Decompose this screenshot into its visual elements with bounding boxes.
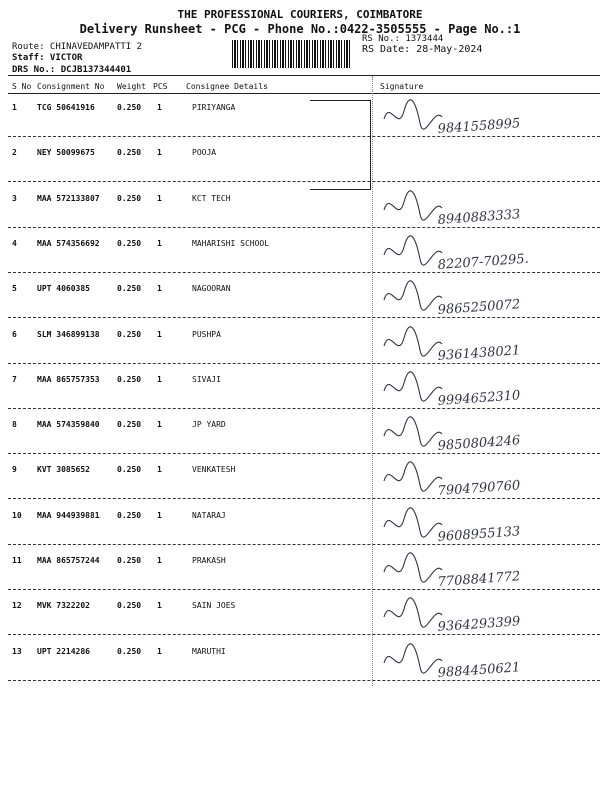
row-pcs: 1 bbox=[157, 646, 162, 656]
route-label: Route: CHINAVEDAMPATTI 2 bbox=[12, 42, 143, 52]
drs-number: DRS No.: DCJB137344401 bbox=[12, 65, 132, 75]
row-weight: 0.250 bbox=[117, 148, 142, 158]
runsheet-title: Delivery Runsheet - PCG - Phone No.:0422-3505555 - Page No.:1 bbox=[79, 22, 521, 36]
row-sno: 12 bbox=[12, 601, 22, 611]
handwritten-phone: 9850804246 bbox=[437, 433, 521, 455]
handwritten-signature bbox=[376, 274, 598, 326]
signature-scribble bbox=[384, 281, 442, 310]
col-weight: Weight bbox=[117, 82, 146, 91]
row-sno: 9 bbox=[12, 465, 17, 475]
handwritten-phone: 8940883333 bbox=[437, 206, 521, 228]
consignment-number: SLM 346899138 bbox=[37, 329, 100, 339]
consignee-name: NATARAJ bbox=[192, 510, 226, 520]
row-sno: 10 bbox=[12, 510, 22, 520]
barcode-image bbox=[232, 40, 352, 68]
handwritten-signature bbox=[376, 93, 598, 145]
handwritten-phone: 9608955133 bbox=[437, 523, 521, 545]
handwritten-signature bbox=[376, 320, 598, 372]
hand-drawn-bracket bbox=[310, 100, 371, 190]
signature-scribble bbox=[384, 643, 442, 672]
row-pcs: 1 bbox=[157, 465, 162, 475]
rs-date: RS Date: 28-May-2024 bbox=[362, 44, 483, 55]
row-sno: 6 bbox=[12, 329, 17, 339]
consignment-number: MVK 7322202 bbox=[37, 601, 90, 611]
consignment-number: NEY 50099675 bbox=[37, 148, 95, 158]
row-weight: 0.250 bbox=[117, 374, 142, 384]
row-weight: 0.250 bbox=[117, 329, 142, 339]
handwritten-signature bbox=[376, 546, 598, 598]
consignee-name: PIRIYANGA bbox=[192, 103, 236, 112]
handwritten-signature bbox=[376, 229, 598, 281]
handwritten-signature bbox=[376, 410, 598, 462]
signature-scribble bbox=[384, 190, 442, 219]
signature-scribble bbox=[384, 553, 442, 582]
consignee-name: PRAKASH bbox=[192, 556, 226, 565]
handwritten-signature bbox=[376, 455, 598, 507]
row-weight: 0.250 bbox=[117, 238, 142, 248]
handwritten-signature bbox=[376, 365, 598, 417]
col-consignee: Consignee Details bbox=[186, 82, 268, 91]
staff-label: Staff: VICTOR bbox=[12, 53, 83, 63]
row-sno: 3 bbox=[12, 193, 17, 203]
col-pcs: PCS bbox=[153, 82, 168, 91]
company-title: THE PROFESSIONAL COURIERS, COIMBATORE bbox=[177, 8, 423, 21]
consignment-number: MAA 865757244 bbox=[37, 556, 100, 565]
signature-scribble bbox=[384, 326, 442, 355]
consignee-name: POOJA bbox=[192, 148, 217, 158]
row-pcs: 1 bbox=[157, 238, 162, 248]
consignment-number: UPT 4060385 bbox=[37, 284, 90, 294]
signature-scribble bbox=[384, 462, 442, 491]
row-sno: 13 bbox=[12, 646, 22, 656]
consignee-name: NAGOORAN bbox=[192, 284, 231, 294]
row-weight: 0.250 bbox=[117, 556, 142, 565]
row-pcs: 1 bbox=[157, 420, 162, 430]
consignment-number: KVT 3085652 bbox=[37, 465, 90, 475]
consignment-number: MAA 865757353 bbox=[37, 374, 100, 384]
consignee-name: MAHARISHI SCHOOL bbox=[192, 238, 270, 248]
consignee-name: SIVAJI bbox=[192, 374, 221, 384]
row-pcs: 1 bbox=[157, 601, 162, 611]
row-sno: 1 bbox=[12, 103, 17, 112]
row-pcs: 1 bbox=[157, 374, 162, 384]
handwritten-phone: 9884450621 bbox=[437, 659, 521, 681]
handwritten-phone: 7708841772 bbox=[437, 569, 521, 590]
handwritten-signature bbox=[376, 184, 598, 236]
row-pcs: 1 bbox=[157, 556, 162, 565]
consignment-number: UPT 2214286 bbox=[37, 646, 90, 656]
consignee-name: SAIN JOES bbox=[192, 601, 236, 611]
consignee-name: JP YARD bbox=[192, 420, 226, 430]
row-pcs: 1 bbox=[157, 148, 162, 158]
consignee-name: PUSHPA bbox=[192, 329, 221, 339]
consignee-name: VENKATESH bbox=[192, 465, 236, 475]
consignment-number: MAA 574356692 bbox=[37, 238, 100, 248]
row-pcs: 1 bbox=[157, 193, 162, 203]
row-weight: 0.250 bbox=[117, 646, 142, 656]
consignment-number: TCG 50641916 bbox=[37, 103, 95, 112]
consignment-number: MAA 574359840 bbox=[37, 420, 100, 430]
row-sno: 11 bbox=[12, 556, 22, 565]
handwritten-phone: 9361438021 bbox=[437, 342, 521, 364]
signature-scribble bbox=[384, 508, 442, 537]
consignment-number: MAA 944939881 bbox=[37, 510, 100, 520]
row-weight: 0.250 bbox=[117, 465, 142, 475]
row-weight: 0.250 bbox=[117, 510, 142, 520]
signature-scribble bbox=[384, 100, 442, 129]
handwritten-signature bbox=[376, 501, 598, 553]
handwritten-signature bbox=[376, 637, 598, 689]
signature-scribble bbox=[384, 598, 442, 627]
row-sno: 4 bbox=[12, 238, 17, 248]
col-sno: S No bbox=[12, 82, 32, 91]
row-weight: 0.250 bbox=[117, 284, 142, 294]
signature-scribble bbox=[384, 417, 442, 446]
handwritten-phone: 9364293399 bbox=[437, 614, 521, 636]
row-sno: 8 bbox=[12, 420, 17, 430]
row-sno: 5 bbox=[12, 284, 17, 294]
signature-scribble bbox=[384, 236, 442, 265]
handwritten-phone: 82207-70295. bbox=[437, 251, 530, 273]
consignee-name: KCT TECH bbox=[192, 193, 231, 203]
header-top-rule bbox=[8, 75, 600, 76]
row-pcs: 1 bbox=[157, 329, 162, 339]
row-weight: 0.250 bbox=[117, 420, 142, 430]
col-consignment: Consignment No bbox=[37, 82, 105, 91]
row-weight: 0.250 bbox=[117, 193, 142, 203]
signature-scribble bbox=[384, 372, 442, 401]
row-pcs: 1 bbox=[157, 103, 162, 112]
row-pcs: 1 bbox=[157, 284, 162, 294]
consignment-number: MAA 572133807 bbox=[37, 193, 100, 203]
rs-number: RS No.: 1373444 bbox=[362, 34, 444, 44]
handwritten-phone: 9841558995 bbox=[437, 116, 521, 137]
row-sno: 2 bbox=[12, 148, 17, 158]
handwritten-phone: 9865250072 bbox=[437, 297, 521, 319]
consignee-name: MARUTHI bbox=[192, 646, 226, 656]
handwritten-signature bbox=[376, 138, 598, 190]
handwritten-signature bbox=[376, 591, 598, 643]
handwritten-phone: 7904790760 bbox=[437, 478, 521, 500]
handwritten-phone: 9994652310 bbox=[437, 388, 521, 409]
row-sno: 7 bbox=[12, 374, 17, 384]
col-signature: Signature bbox=[380, 82, 424, 91]
row-weight: 0.250 bbox=[117, 601, 142, 611]
row-weight: 0.250 bbox=[117, 103, 142, 112]
row-pcs: 1 bbox=[157, 510, 162, 520]
